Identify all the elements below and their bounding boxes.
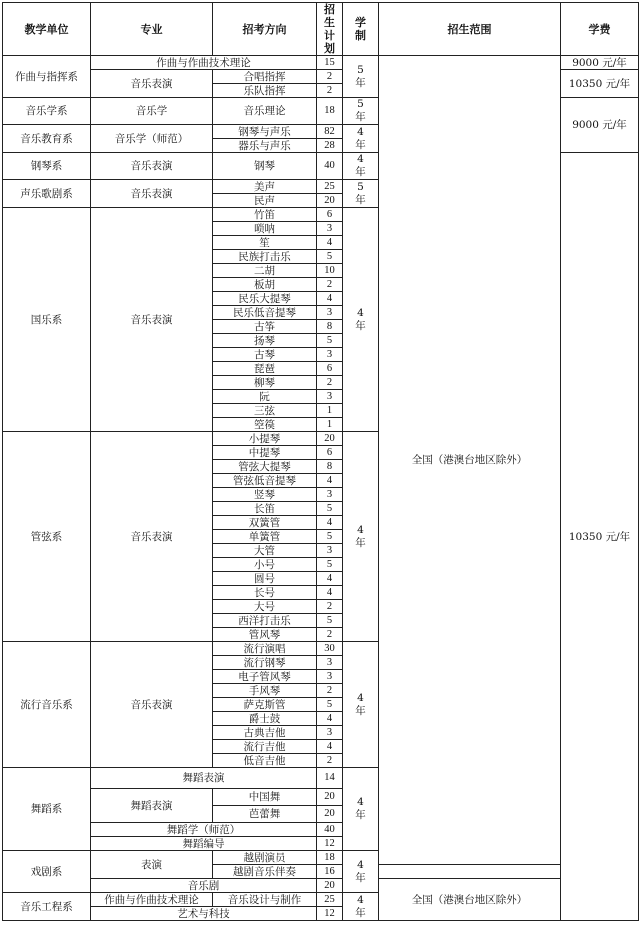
- plan-cell: 4: [317, 586, 343, 600]
- direction-cell: 唢呐: [213, 222, 317, 236]
- major-cell: 作曲与作曲技术理论: [91, 56, 317, 70]
- direction-cell: 钢琴与声乐: [213, 125, 317, 139]
- plan-cell: 4: [317, 712, 343, 726]
- major-cell: 音乐表演: [91, 432, 213, 642]
- unit-dance: 舞蹈系: [3, 768, 91, 851]
- plan-cell: 3: [317, 306, 343, 320]
- duration-dance: 4年: [343, 768, 379, 851]
- major-cell: 舞蹈学（师范）: [91, 823, 317, 837]
- direction-cell: 音乐理论: [213, 98, 317, 125]
- plan-cell: 12: [317, 837, 343, 851]
- duration-pop: 4年: [343, 642, 379, 768]
- plan-cell: 6: [317, 208, 343, 222]
- plan-cell: 25: [317, 893, 343, 907]
- direction-cell: 长号: [213, 586, 317, 600]
- direction-cell: 流行吉他: [213, 740, 317, 754]
- direction-cell: 器乐与声乐: [213, 139, 317, 153]
- plan-cell: 18: [317, 851, 343, 865]
- plan-cell: 30: [317, 642, 343, 656]
- direction-cell: 古典吉他: [213, 726, 317, 740]
- direction-cell: 芭蕾舞: [213, 806, 317, 823]
- plan-cell: 4: [317, 740, 343, 754]
- plan-cell: 5: [317, 250, 343, 264]
- direction-cell: 管弦低音提琴: [213, 474, 317, 488]
- major-cell: 音乐学: [91, 98, 213, 125]
- direction-cell: 民乐低音提琴: [213, 306, 317, 320]
- duration-musicology: 5年: [343, 98, 379, 125]
- plan-cell: 14: [317, 768, 343, 789]
- scope-nationwide: 全国（港澳台地区除外）: [379, 56, 561, 865]
- fee-cell: 10350 元/年: [561, 70, 639, 98]
- plan-cell: 20: [317, 879, 343, 893]
- major-cell: 音乐表演: [91, 153, 213, 180]
- plan-cell: 8: [317, 460, 343, 474]
- header-major: 专业: [91, 3, 213, 56]
- direction-cell: 板胡: [213, 278, 317, 292]
- direction-cell: 古琴: [213, 348, 317, 362]
- plan-cell: 5: [317, 558, 343, 572]
- plan-cell: 4: [317, 474, 343, 488]
- header-plan: 招生计划: [317, 3, 343, 56]
- header-unit: 教学单位: [3, 3, 91, 56]
- plan-cell: 5: [317, 614, 343, 628]
- major-cell: 舞蹈表演: [91, 789, 213, 823]
- direction-cell: 大管: [213, 544, 317, 558]
- direction-cell: 爵士鼓: [213, 712, 317, 726]
- direction-cell: 竖琴: [213, 488, 317, 502]
- direction-cell: 小号: [213, 558, 317, 572]
- duration-piano: 4年: [343, 153, 379, 180]
- plan-cell: 82: [317, 125, 343, 139]
- unit-music-edu: 音乐教育系: [3, 125, 91, 153]
- direction-cell: 三弦: [213, 404, 317, 418]
- direction-cell: 越剧演员: [213, 851, 317, 865]
- direction-cell: 流行演唱: [213, 642, 317, 656]
- duration-composition: 5年: [343, 56, 379, 98]
- direction-cell: 古筝: [213, 320, 317, 334]
- plan-cell: 25: [317, 180, 343, 194]
- plan-cell: 20: [317, 432, 343, 446]
- direction-cell: 音乐设计与制作: [213, 893, 317, 907]
- major-cell: 表演: [91, 851, 213, 879]
- direction-cell: 管弦大提琴: [213, 460, 317, 474]
- plan-cell: 2: [317, 754, 343, 768]
- duration-chinese: 4年: [343, 208, 379, 432]
- plan-cell: 2: [317, 70, 343, 84]
- direction-cell: 琵琶: [213, 362, 317, 376]
- direction-cell: 合唱指挥: [213, 70, 317, 84]
- direction-cell: 箜篌: [213, 418, 317, 432]
- plan-cell: 8: [317, 320, 343, 334]
- direction-cell: 小提琴: [213, 432, 317, 446]
- direction-cell: 低音吉他: [213, 754, 317, 768]
- plan-cell: 3: [317, 222, 343, 236]
- header-duration: 学制: [343, 3, 379, 56]
- plan-cell: 15: [317, 56, 343, 70]
- direction-cell: 手风琴: [213, 684, 317, 698]
- plan-cell: 10: [317, 264, 343, 278]
- plan-cell: 5: [317, 502, 343, 516]
- duration-orchestral: 4年: [343, 432, 379, 642]
- unit-pop: 流行音乐系: [3, 642, 91, 768]
- plan-cell: 40: [317, 823, 343, 837]
- header-fee: 学费: [561, 3, 639, 56]
- direction-cell: 柳琴: [213, 376, 317, 390]
- plan-cell: 4: [317, 236, 343, 250]
- plan-cell: 2: [317, 278, 343, 292]
- plan-cell: 40: [317, 153, 343, 180]
- direction-cell: 中国舞: [213, 789, 317, 806]
- duration-vocal: 5年: [343, 180, 379, 208]
- plan-cell: 16: [317, 865, 343, 879]
- direction-cell: 圆号: [213, 572, 317, 586]
- major-cell: 艺术与科技: [91, 907, 317, 921]
- unit-orchestral: 管弦系: [3, 432, 91, 642]
- direction-cell: 阮: [213, 390, 317, 404]
- plan-cell: 20: [317, 194, 343, 208]
- plan-cell: 2: [317, 684, 343, 698]
- plan-cell: 1: [317, 418, 343, 432]
- plan-cell: 20: [317, 806, 343, 823]
- header-scope: 招生范围: [379, 3, 561, 56]
- plan-cell: 5: [317, 334, 343, 348]
- direction-cell: 民乐大提琴: [213, 292, 317, 306]
- major-cell: 音乐表演: [91, 70, 213, 98]
- direction-cell: 电子管风琴: [213, 670, 317, 684]
- plan-cell: 6: [317, 362, 343, 376]
- admission-table: [2, 2, 639, 921]
- direction-cell: 越剧音乐伴奏: [213, 865, 317, 879]
- plan-cell: 1: [317, 404, 343, 418]
- direction-cell: 民族打击乐: [213, 250, 317, 264]
- direction-cell: 民声: [213, 194, 317, 208]
- duration-engineering: 4年: [343, 893, 379, 921]
- direction-cell: 笙: [213, 236, 317, 250]
- plan-cell: 5: [317, 530, 343, 544]
- direction-cell: 二胡: [213, 264, 317, 278]
- plan-cell: 3: [317, 390, 343, 404]
- plan-cell: 28: [317, 139, 343, 153]
- major-cell: 音乐表演: [91, 642, 213, 768]
- direction-cell: 中提琴: [213, 446, 317, 460]
- unit-engineering: 音乐工程系: [3, 893, 91, 921]
- major-cell: 音乐学（师范）: [91, 125, 213, 153]
- plan-cell: 3: [317, 348, 343, 362]
- direction-cell: 西洋打击乐: [213, 614, 317, 628]
- fee-cell: 9000 元/年: [561, 98, 639, 153]
- direction-cell: 大号: [213, 600, 317, 614]
- direction-cell: 钢琴: [213, 153, 317, 180]
- direction-cell: 流行钢琴: [213, 656, 317, 670]
- unit-chinese: 国乐系: [3, 208, 91, 432]
- direction-cell: 竹笛: [213, 208, 317, 222]
- plan-cell: 2: [317, 376, 343, 390]
- duration-music-edu: 4年: [343, 125, 379, 153]
- major-cell: 舞蹈表演: [91, 768, 317, 789]
- plan-cell: 18: [317, 98, 343, 125]
- header-direction: 招考方向: [213, 3, 317, 56]
- major-cell: 音乐剧: [91, 879, 317, 893]
- plan-cell: 4: [317, 572, 343, 586]
- direction-cell: 美声: [213, 180, 317, 194]
- major-cell: 作曲与作曲技术理论: [91, 893, 213, 907]
- direction-cell: 长笛: [213, 502, 317, 516]
- plan-cell: 12: [317, 907, 343, 921]
- unit-drama: 戏剧系: [3, 851, 91, 893]
- unit-composition: 作曲与指挥系: [3, 56, 91, 98]
- major-cell: 音乐表演: [91, 180, 213, 208]
- plan-cell: 2: [317, 84, 343, 98]
- plan-cell: 3: [317, 726, 343, 740]
- fee-big: 10350 元/年: [561, 153, 639, 921]
- plan-cell: 3: [317, 488, 343, 502]
- plan-cell: 3: [317, 544, 343, 558]
- plan-cell: 4: [317, 292, 343, 306]
- unit-piano: 钢琴系: [3, 153, 91, 180]
- duration-drama: 4年: [343, 851, 379, 893]
- direction-cell: 乐队指挥: [213, 84, 317, 98]
- direction-cell: 双簧管: [213, 516, 317, 530]
- scope-nationwide: 全国（港澳台地区除外）: [379, 879, 561, 921]
- major-cell: 舞蹈编导: [91, 837, 317, 851]
- plan-cell: 5: [317, 698, 343, 712]
- direction-cell: 管风琴: [213, 628, 317, 642]
- plan-cell: 3: [317, 670, 343, 684]
- direction-cell: 萨克斯管: [213, 698, 317, 712]
- plan-cell: 2: [317, 600, 343, 614]
- unit-musicology: 音乐学系: [3, 98, 91, 125]
- plan-cell: 3: [317, 656, 343, 670]
- major-cell: 音乐表演: [91, 208, 213, 432]
- plan-cell: 20: [317, 789, 343, 806]
- fee-cell: 9000 元/年: [561, 56, 639, 70]
- direction-cell: 单簧管: [213, 530, 317, 544]
- plan-cell: 4: [317, 516, 343, 530]
- unit-vocal: 声乐歌剧系: [3, 180, 91, 208]
- plan-cell: 6: [317, 446, 343, 460]
- plan-cell: 2: [317, 628, 343, 642]
- direction-cell: 扬琴: [213, 334, 317, 348]
